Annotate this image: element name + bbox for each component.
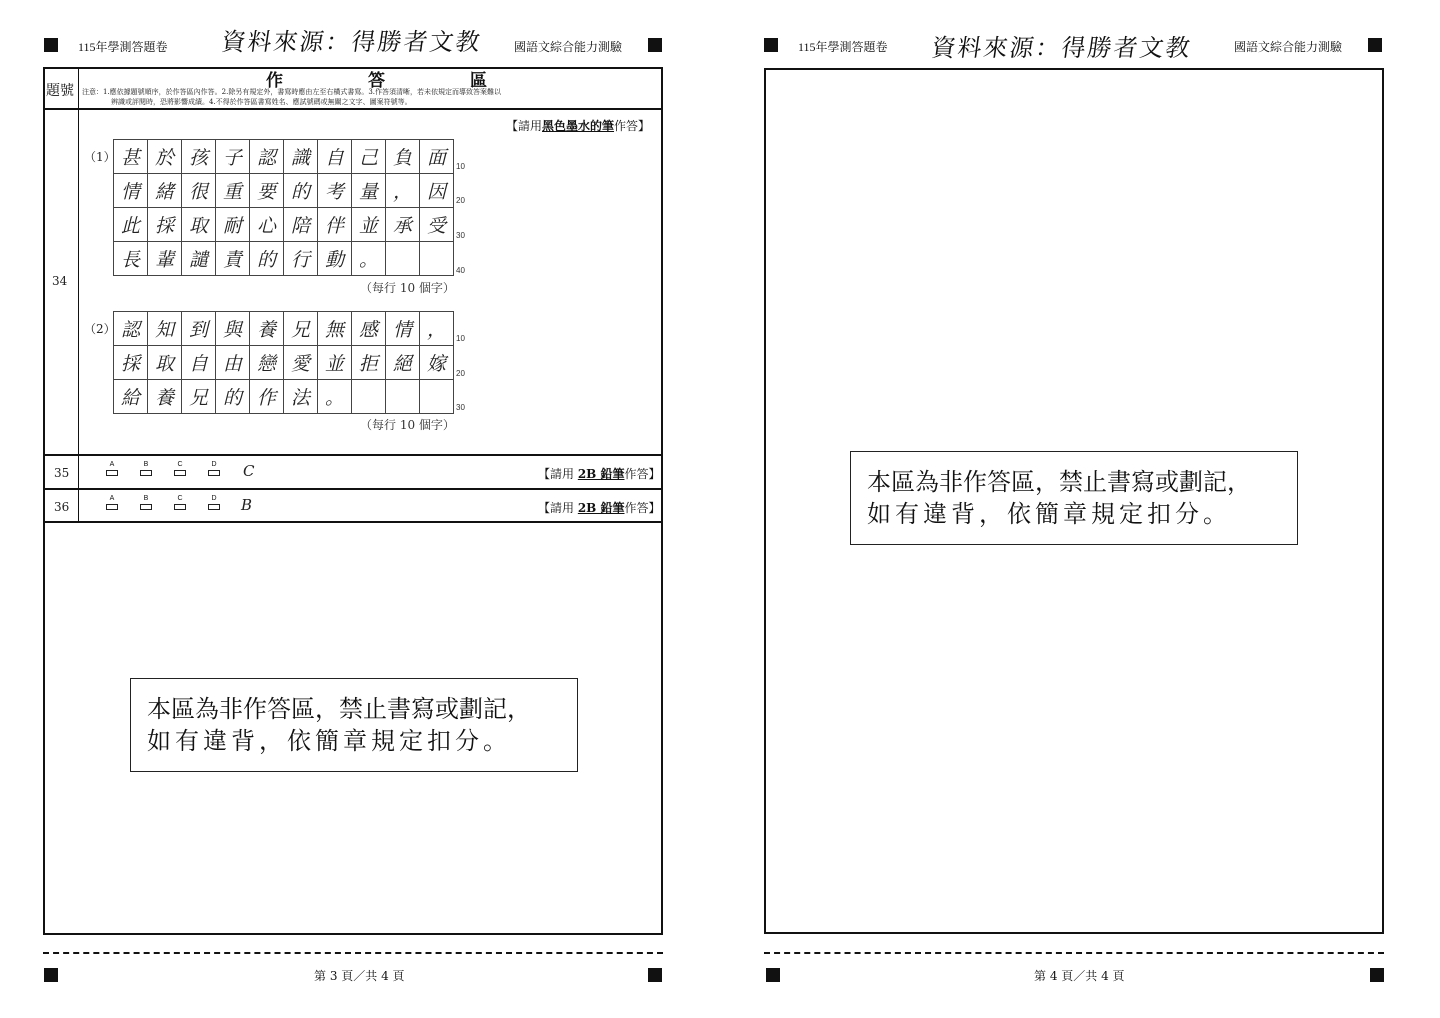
char-count: 20 — [456, 369, 465, 378]
grid-cell[interactable]: 輩 — [148, 242, 182, 276]
notice-line-2: 辨識或評閱時，恐將影響成績。4.不得於作答區書寫姓名、應試號碼或無關之文字、圖案符號等。 — [111, 98, 412, 106]
divider — [78, 68, 79, 454]
grid-cell[interactable]: 面 — [420, 140, 454, 174]
grid-cell[interactable] — [420, 380, 454, 414]
grid-cell[interactable]: 。 — [352, 242, 386, 276]
grid-cell[interactable]: 知 — [148, 312, 182, 346]
grid-cell[interactable]: 養 — [148, 380, 182, 414]
grid-cell[interactable]: 行 — [284, 242, 318, 276]
grid-cell[interactable]: 心 — [250, 208, 284, 242]
grid-cell[interactable]: 的 — [216, 380, 250, 414]
answer-sheet-page-4 — [720, 0, 1440, 1018]
source-note: 資料來源：得勝者文教 — [929, 34, 1194, 62]
notice-line: 如有違背，依簡章規定扣分。 — [147, 727, 511, 755]
grid-row — [114, 242, 454, 276]
grid-cell[interactable]: 採 — [148, 208, 182, 242]
grid-cell[interactable]: 自 — [182, 346, 216, 380]
q35-option-b[interactable]: B — [139, 461, 153, 483]
question-34-number: 34 — [52, 274, 68, 288]
q34-part-1-per-line: （每行 10 個字） — [360, 281, 455, 295]
grid-cell[interactable]: 給 — [114, 380, 148, 414]
grid-cell[interactable]: 法 — [284, 380, 318, 414]
grid-cell[interactable]: 甚 — [114, 140, 148, 174]
q36-written-answer: B — [241, 496, 253, 514]
question-35-number: 35 — [54, 466, 70, 480]
grid-cell[interactable]: 考 — [318, 174, 352, 208]
char-count: 30 — [456, 231, 465, 240]
grid-cell[interactable]: 情 — [386, 312, 420, 346]
grid-cell[interactable]: 。 — [318, 380, 352, 414]
q35-option-a[interactable]: A — [105, 461, 119, 483]
grid-cell[interactable]: 緒 — [148, 174, 182, 208]
grid-cell[interactable]: 認 — [250, 140, 284, 174]
grid-row — [114, 174, 454, 208]
grid-cell[interactable] — [420, 242, 454, 276]
grid-cell[interactable]: 與 — [216, 312, 250, 346]
grid-cell[interactable] — [386, 380, 420, 414]
grid-cell[interactable] — [386, 242, 420, 276]
grid-row — [114, 208, 454, 242]
alignment-mark — [1370, 968, 1384, 982]
grid-cell[interactable]: 作 — [250, 380, 284, 414]
grid-cell[interactable]: 識 — [284, 140, 318, 174]
grid-cell[interactable]: 養 — [250, 312, 284, 346]
grid-cell[interactable]: 感 — [352, 312, 386, 346]
non-answer-area-notice — [130, 678, 578, 772]
grid-cell[interactable]: 受 — [420, 208, 454, 242]
grid-cell[interactable]: 很 — [182, 174, 216, 208]
q36-option-a[interactable]: A — [105, 495, 119, 517]
grid-cell[interactable]: 絕 — [386, 346, 420, 380]
grid-cell[interactable]: 戀 — [250, 346, 284, 380]
answer-area-title: 作 答 區 — [266, 71, 521, 91]
grid-cell[interactable]: 到 — [182, 312, 216, 346]
notice-line: 本區為非作答區，禁止書寫或劃記， — [867, 468, 1251, 496]
grid-cell[interactable]: 子 — [216, 140, 250, 174]
grid-cell[interactable]: 取 — [148, 346, 182, 380]
q35-option-c[interactable]: C — [173, 461, 187, 483]
char-count: 30 — [456, 403, 465, 412]
grid-cell[interactable]: 拒 — [352, 346, 386, 380]
grid-cell[interactable]: 己 — [352, 140, 386, 174]
notice-line: 本區為非作答區，禁止書寫或劃記， — [147, 695, 531, 723]
divider — [44, 454, 662, 456]
divider — [44, 108, 662, 110]
non-answer-area-notice — [850, 451, 1298, 545]
grid-cell[interactable]: 的 — [284, 174, 318, 208]
q35-option-d[interactable]: D — [207, 461, 221, 483]
notice-line: 如有違背，依簡章規定扣分。 — [867, 500, 1231, 528]
alignment-mark — [648, 38, 662, 52]
grid-cell[interactable]: 譴 — [182, 242, 216, 276]
question-number-header: 題號 — [46, 83, 74, 99]
grid-cell[interactable]: 因 — [420, 174, 454, 208]
q35-instruction: 【請用 2B 鉛筆作答】 — [538, 467, 661, 481]
page-number: 第 3 頁／共 4 頁 — [314, 969, 405, 983]
grid-cell[interactable]: ， — [386, 174, 420, 208]
subject-title: 國語文綜合能力測驗 — [514, 40, 623, 54]
q34-instruction: 【請用黑色墨水的筆作答】 — [506, 119, 651, 133]
grid-cell[interactable]: 嫁 — [420, 346, 454, 380]
grid-cell[interactable]: 此 — [114, 208, 148, 242]
grid-cell[interactable]: 的 — [250, 242, 284, 276]
grid-cell[interactable]: 量 — [352, 174, 386, 208]
page-number: 第 4 頁／共 4 頁 — [1034, 969, 1125, 983]
grid-cell[interactable]: 兄 — [182, 380, 216, 414]
grid-row — [114, 140, 454, 174]
grid-cell[interactable]: 孩 — [182, 140, 216, 174]
grid-cell[interactable]: 耐 — [216, 208, 250, 242]
grid-row — [114, 380, 454, 414]
alignment-mark — [766, 968, 780, 982]
q34-part-2-per-line: （每行 10 個字） — [360, 418, 455, 432]
grid-cell[interactable]: 承 — [386, 208, 420, 242]
char-count: 20 — [456, 196, 465, 205]
grid-cell[interactable]: 要 — [250, 174, 284, 208]
q36-option-b[interactable]: B — [139, 495, 153, 517]
source-note: 資料來源：得勝者文教 — [219, 28, 484, 56]
q35-written-answer: C — [243, 462, 255, 480]
subject-title: 國語文綜合能力測驗 — [1234, 40, 1343, 54]
grid-cell[interactable]: ， — [420, 312, 454, 346]
divider — [44, 488, 662, 490]
grid-cell[interactable]: 認 — [114, 312, 148, 346]
grid-cell[interactable]: 兄 — [284, 312, 318, 346]
q34-part-2-label: （2） — [84, 322, 116, 336]
alignment-mark — [764, 38, 778, 52]
cut-line — [43, 952, 663, 954]
grid-cell[interactable]: 動 — [318, 242, 352, 276]
question-36-number: 36 — [54, 500, 70, 514]
divider — [44, 521, 662, 523]
q34-part-2-grid[interactable] — [113, 311, 454, 414]
q36-option-d[interactable]: D — [207, 495, 221, 517]
char-count: 10 — [456, 334, 465, 343]
grid-cell[interactable]: 情 — [114, 174, 148, 208]
grid-cell[interactable]: 伴 — [318, 208, 352, 242]
q34-part-1-grid[interactable] — [113, 139, 454, 276]
exam-label: 115年學測答題卷 — [798, 40, 888, 54]
exam-label: 115年學測答題卷 — [78, 40, 168, 54]
grid-row — [114, 312, 454, 346]
grid-cell[interactable]: 責 — [216, 242, 250, 276]
grid-cell[interactable]: 於 — [148, 140, 182, 174]
grid-cell[interactable]: 負 — [386, 140, 420, 174]
q36-option-c[interactable]: C — [173, 495, 187, 517]
grid-cell[interactable]: 採 — [114, 346, 148, 380]
alignment-mark — [1368, 38, 1382, 52]
grid-cell[interactable]: 並 — [318, 346, 352, 380]
alignment-mark — [44, 968, 58, 982]
alignment-mark — [648, 968, 662, 982]
grid-cell[interactable]: 由 — [216, 346, 250, 380]
grid-cell[interactable]: 長 — [114, 242, 148, 276]
grid-cell[interactable]: 取 — [182, 208, 216, 242]
char-count: 10 — [456, 162, 465, 171]
cut-line — [764, 952, 1384, 954]
grid-cell[interactable]: 愛 — [284, 346, 318, 380]
grid-cell[interactable]: 重 — [216, 174, 250, 208]
alignment-mark — [44, 38, 58, 52]
char-count: 40 — [456, 266, 465, 275]
grid-cell[interactable]: 自 — [318, 140, 352, 174]
q36-instruction: 【請用 2B 鉛筆作答】 — [538, 501, 661, 515]
grid-cell[interactable]: 陪 — [284, 208, 318, 242]
grid-cell[interactable] — [352, 380, 386, 414]
grid-row — [114, 346, 454, 380]
q34-part-1-label: （1） — [84, 150, 116, 164]
grid-cell[interactable]: 並 — [352, 208, 386, 242]
grid-cell[interactable]: 無 — [318, 312, 352, 346]
notice-line-1: 注意：1.應依據題號順序，於作答區內作答。2.除另有規定外，書寫時應由左至右橫式書寫。3.作答須清晰，若未依規定而導致答案難以 — [82, 88, 502, 96]
